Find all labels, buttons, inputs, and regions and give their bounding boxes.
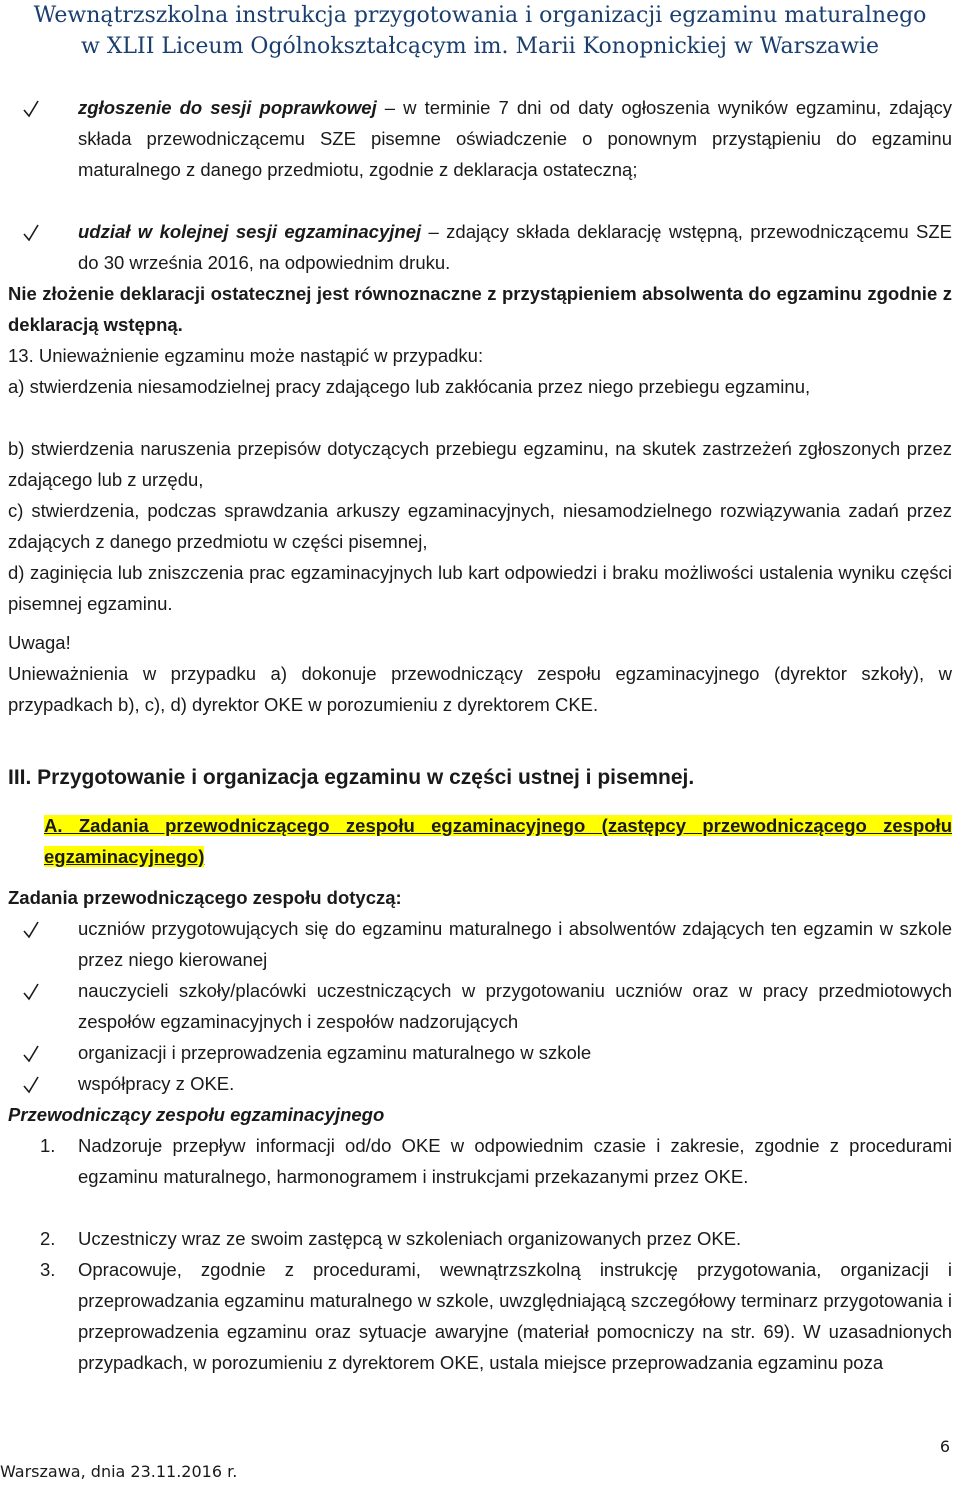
checkmark-icon (22, 1037, 40, 1068)
subsection-heading-text: A. Zadania przewodniczącego zespołu egzaminacyjnego (zastępcy przewodniczącego zespołu egzaminacyjnego) (44, 815, 952, 867)
checklist-item-bold: udział w kolejnej sesji egzaminacyjnej (78, 221, 422, 242)
tasks-heading: Zadania przewodniczącego zespołu dotyczą: (8, 887, 402, 908)
header-line-2: w XLII Liceum Ogólnokształcącym im. Marii Konopnickiej w Warszawie (80, 34, 880, 59)
numbered-item-text: Uczestniczy wraz ze swoim zastępcą w szkoleniach organizowanych przez OKE. (78, 1228, 742, 1249)
checklist-item-text (78, 92, 952, 185)
page-number: 6 (939, 1437, 950, 1456)
checklist-item-rest: – zdający składa deklarację wstępną, przewodniczącemu SZE do 30 września 2016, na odpowiednim druku. (78, 221, 952, 273)
numbered-item (8, 1254, 952, 1409)
task-item (8, 1068, 952, 1099)
item13-b: b) stwierdzenia naruszenia przepisów dotyczących przebiegu egzaminu, na skutek zastrzeżeń zgłoszonych przez zdającego lub z urzędu, (8, 438, 952, 490)
checkmark-icon (22, 216, 40, 247)
task-item-text: uczniów przygotowujących się do egzaminu maturalnego i absolwentów zdających ten egzamin w szkole przez niego kierowanej (78, 918, 952, 970)
numbered-item-text: Opracowuje, zgodnie z procedurami, wewnątrzszkolną instrukcję przygotowania, organizacji i przeprowadzania egzaminu maturalnego w szkole, uwzględniającą szczegółowy terminarz przygotowania i przeprowadzenia egzaminu oraz sytuacje awaryjne (materiał pomocniczy na str. 69). W uzasadnionych przypadkach, w porozumieniu z dyrektorem OKE, ustala miejsce przeprowadzania egzaminu poza (78, 1259, 952, 1373)
numbered-item (8, 1130, 952, 1223)
uwaga-title: Uwaga! (8, 632, 71, 653)
checklist-item-text (78, 216, 952, 278)
numbered-item-number: 2. (40, 1228, 56, 1249)
numbered-item-number: 3. (40, 1259, 56, 1280)
subsection-heading (44, 810, 952, 872)
task-item-text: organizacji i przeprowadzenia egzaminu maturalnego w szkole (78, 1042, 592, 1063)
item13-a: a) stwierdzenia niesamodzielnej pracy zdającego lub zakłócania przez niego przebiegu egzaminu, (8, 376, 811, 397)
numbered-item-number: 1. (40, 1135, 56, 1156)
checklist-item (8, 92, 952, 216)
checklist-item-rest: – w terminie 7 dni od daty ogłoszenia wyników egzaminu, zdający składa przewodniczącemu SZE pisemne oświadczenie o ponownym przystąpieniu do egzaminu maturalnego z danego przedmiotu, zgodnie z deklaracja ostateczną; (78, 97, 952, 180)
section-heading: III. Przygotowanie i organizacja egzaminu w części ustnej i pisemnej. (8, 766, 695, 789)
checklist-item-bold: zgłoszenie do sesji poprawkowej (78, 97, 377, 118)
task-item (8, 975, 952, 1037)
checklist-item (8, 216, 952, 278)
item13-c: c) stwierdzenia, podczas sprawdzania arkuszy egzaminacyjnych, niesamodzielnego rozwiązywania zadań przez zdających z danego przedmiotu w części pisemnej, (8, 500, 952, 552)
checkmark-icon (22, 913, 40, 944)
item13-intro: 13. Unieważnienie egzaminu może nastąpić w przypadku: (8, 345, 484, 366)
header-line-1: Wewnątrzszkolna instrukcja przygotowania i organizacji egzaminu maturalnego (33, 3, 927, 28)
task-item (8, 1037, 952, 1068)
numbered-item (8, 1223, 952, 1254)
task-item-text: współpracy z OKE. (78, 1073, 235, 1094)
chair-heading: Przewodniczący zespołu egzaminacyjnego (8, 1104, 385, 1125)
uwaga-text: Unieważnienia w przypadku a) dokonuje przewodniczący zespołu egzaminacyjnego (dyrektor szkoły), w przypadkach b), c), d) dyrektor OKE w porozumieniu z dyrektorem CKE. (8, 663, 952, 715)
task-item-text: nauczycieli szkoły/placówki uczestniczących w przygotowaniu uczniów oraz w pracy przedmiotowych zespołów egzaminacyjnych i zespołów nadzorujących (78, 980, 952, 1032)
checkmark-icon (22, 1068, 40, 1099)
page-header (0, 0, 960, 62)
numbered-item-text: Nadzoruje przepływ informacji od/do OKE w odpowiednim czasie i zakresie, zgodnie z procedurami egzaminu maturalnego, harmonogramem i instrukcjami przekazanymi przez OKE. (78, 1135, 952, 1187)
footer-date: Warszawa, dnia 23.11.2016 r. (0, 1462, 238, 1481)
item13-d: d) zaginięcia lub zniszczenia prac egzaminacyjnych lub kart odpowiedzi i braku możliwości ustalenia wyniku części pisemnej egzaminu. (8, 562, 952, 614)
task-item (8, 913, 952, 975)
checkmark-icon (22, 975, 40, 1006)
checkmark-icon (22, 92, 40, 123)
bold-note: Nie złożenie deklaracji ostatecznej jest równoznaczne z przystąpieniem absolwenta do egzaminu zgodnie z deklaracją wstępną. (8, 283, 952, 335)
